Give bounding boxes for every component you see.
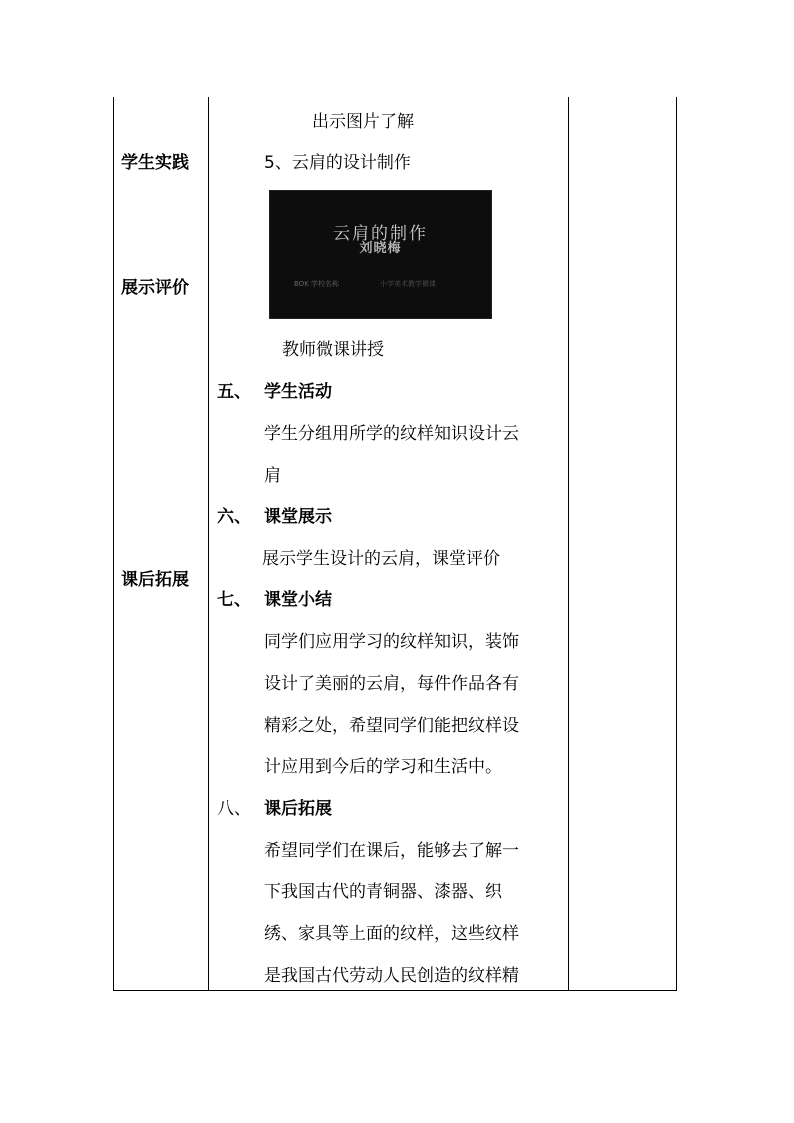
section-7-line-3: 精彩之处，希望同学们能把纹样设 (264, 716, 519, 736)
thumbnail-author: 刘晓梅 (359, 241, 402, 256)
section-8-line-1: 希望同学们在课后，能够去了解一 (264, 841, 519, 861)
table-border-bottom (113, 990, 677, 991)
section-6-line-1: 展示学生设计的云肩，课堂评价 (262, 549, 500, 569)
section-8-line-3: 绣、家具等上面的纹样，这些纹样 (264, 924, 519, 944)
show-image-line: 出示图片了解 (312, 112, 414, 132)
row-label-extension: 课后拓展 (121, 570, 189, 590)
section-8-number: 八、 (217, 799, 251, 819)
section-7-line-2: 设计了美丽的云肩，每件作品各有 (264, 674, 519, 694)
section-5-line-1: 学生分组用所学的纹样知识设计云 (264, 424, 519, 444)
item-5-title: 5、云肩的设计制作 (264, 153, 411, 173)
section-5-number: 五、 (217, 382, 251, 402)
table-border-right (676, 97, 677, 990)
teacher-lecture-caption: 教师微课讲授 (282, 340, 384, 360)
section-6-number: 六、 (217, 507, 251, 527)
table-border-left (113, 97, 114, 990)
table-border-col2 (568, 97, 569, 990)
thumbnail-title: 云肩的制作 (333, 224, 428, 244)
section-7-title: 课堂小结 (264, 590, 332, 610)
section-6-title: 课堂展示 (264, 507, 332, 527)
section-7-line-1: 同学们应用学习的纹样知识，装饰 (264, 632, 519, 652)
section-7-number: 七、 (217, 590, 251, 610)
section-8-title: 课后拓展 (264, 799, 332, 819)
table-border-col1 (208, 97, 209, 990)
video-thumbnail (269, 190, 492, 319)
section-8-line-2: 下我国古代的青铜器、漆器、织 (264, 882, 502, 902)
section-7-line-4: 计应用到今后的学习和生活中。 (264, 757, 502, 777)
thumbnail-footer-right: 小学美术教学微课 (380, 280, 436, 288)
thumbnail-footer-left: BOK 学校名称 (294, 280, 340, 288)
row-label-evaluation: 展示评价 (121, 278, 189, 298)
row-label-practice: 学生实践 (121, 153, 189, 173)
section-5-line-2: 肩 (264, 466, 281, 486)
section-8-line-4: 是我国古代劳动人民创造的纹样精 (264, 966, 519, 986)
section-5-title: 学生活动 (264, 382, 332, 402)
